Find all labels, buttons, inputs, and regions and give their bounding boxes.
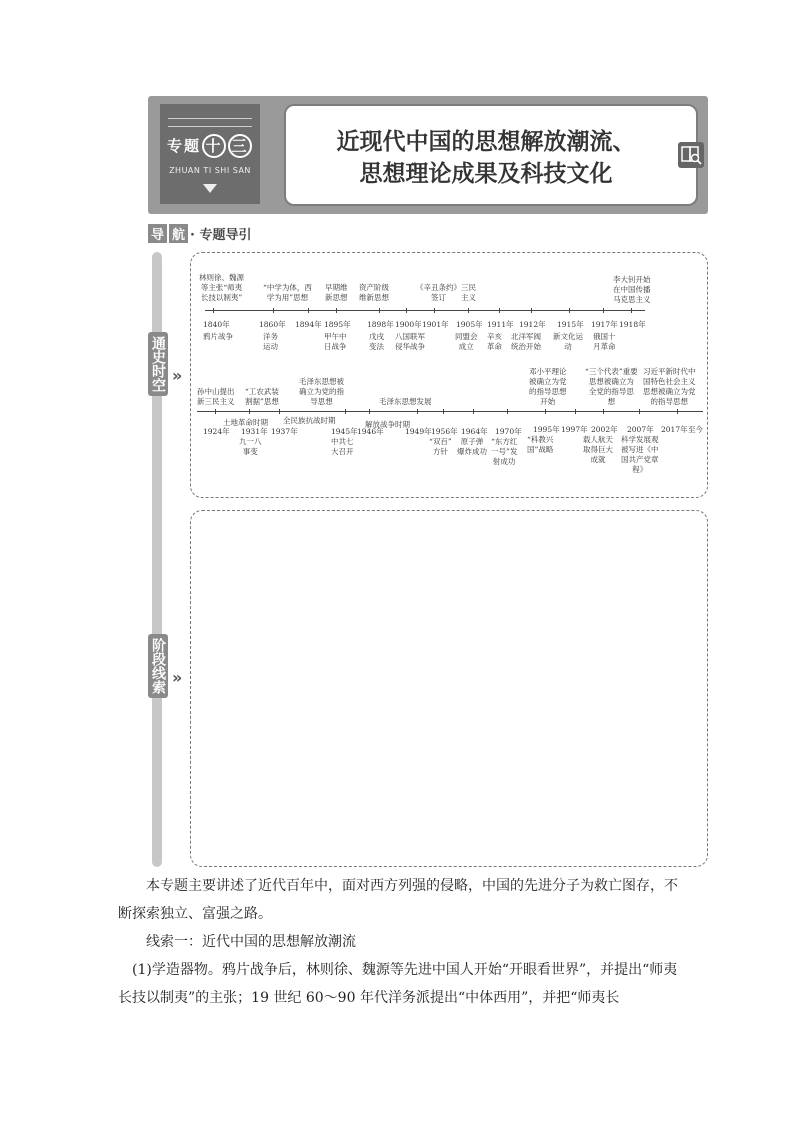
timeline-event: 三民 主义 bbox=[461, 283, 476, 302]
timeline-year: 1949年 bbox=[405, 427, 432, 436]
timeline-tick bbox=[369, 409, 370, 414]
timeline-event: 习近平新时代中 国特色社会主义 思想被确立为党 的指导思想 bbox=[643, 367, 696, 406]
timeline-event: 早期维 新思想 bbox=[325, 283, 348, 302]
timeline-year: 1840年 bbox=[203, 320, 230, 329]
timeline-event: “东方红 一号”发 射成功 bbox=[491, 437, 518, 466]
timeline-event: 辛亥 革命 bbox=[487, 332, 502, 351]
timeline-year: 1905年 bbox=[456, 320, 483, 329]
guide-tag-hang: 航 bbox=[169, 224, 188, 243]
page-title bbox=[306, 126, 666, 190]
guide-label: · 专题导引 bbox=[190, 228, 252, 243]
badge-pinyin: ZHUAN TI SHI SAN bbox=[169, 166, 251, 175]
timeline-tick bbox=[468, 308, 469, 313]
timeline-event: 毛泽东思想被 确立为党的指 导思想 bbox=[299, 377, 344, 406]
timeline-event: 新文化运 动 bbox=[553, 332, 583, 351]
timeline-year: 1915年 bbox=[557, 320, 584, 329]
timeline-tick bbox=[215, 409, 216, 414]
timeline-event: 戊戌 变法 bbox=[369, 332, 384, 351]
triangle-down-icon bbox=[203, 184, 217, 193]
intro-paragraph: 本专题主要讲述了近代百年中，面对西方列强的侵略，中国的先进分子为救亡图存，不断探索独立、富强之路。 bbox=[118, 878, 678, 922]
timeline-event: “三个代表”重要 思想被确立为 全党的指导思 想 bbox=[585, 367, 638, 406]
badge-title bbox=[160, 134, 260, 158]
timeline-era: 全民族抗战时期 bbox=[283, 416, 336, 425]
chevron-right-icon: » bbox=[172, 366, 183, 385]
timeline-event: 资产阶级 维新思想 bbox=[359, 283, 389, 302]
timeline-year: 1901年 bbox=[422, 320, 449, 329]
timeline-year: 1946年 bbox=[357, 427, 384, 436]
timeline-event: 同盟会 成立 bbox=[455, 332, 478, 351]
timeline-year: 2007年 bbox=[627, 425, 654, 434]
timeline-year: 1894年 bbox=[295, 320, 322, 329]
timeline-year: 1924年 bbox=[203, 427, 230, 436]
timeline-year: 1912年 bbox=[519, 320, 546, 329]
timeline-event: 北洋军阀 统治开始 bbox=[511, 332, 541, 351]
timeline-year: 1956年 bbox=[431, 427, 458, 436]
timeline-year: 1945年 bbox=[331, 427, 358, 436]
timeline-year: 1995年 bbox=[533, 425, 560, 434]
title-box bbox=[284, 104, 698, 206]
timeline-event: 中共七 大召开 bbox=[331, 437, 354, 456]
timeline-year: 1964年 bbox=[461, 427, 488, 436]
badge-title-topic: 专题 bbox=[166, 137, 201, 155]
timeline-year: 1911年 bbox=[487, 320, 514, 329]
timeline-tick bbox=[336, 308, 337, 313]
topic-badge bbox=[160, 104, 260, 204]
timeline-tick bbox=[507, 409, 508, 414]
timeline-panel bbox=[190, 252, 708, 498]
timeline-event: 孙中山提出 新三民主义 bbox=[197, 387, 235, 406]
timeline-year: 1895年 bbox=[324, 320, 351, 329]
clue-heading: 线索一：近代中国的思想解放潮流 bbox=[146, 934, 356, 950]
chevron-right-icon: » bbox=[172, 668, 183, 687]
page-title-line1: 近现代中国的思想解放潮流、 bbox=[336, 129, 636, 155]
timeline-tick bbox=[249, 409, 250, 414]
timeline-tick bbox=[406, 308, 407, 313]
timeline-event: “中学为体，西 学为用”思想 bbox=[263, 283, 312, 302]
timeline-tick bbox=[443, 409, 444, 414]
timeline-event: 载人航天 取得巨大 成就 bbox=[583, 435, 613, 464]
timeline-event: “双百” 方针 bbox=[429, 437, 452, 456]
timeline-era: 土地革命时期 bbox=[223, 418, 268, 427]
timeline-event: 科学发展观 被写进《中 国共产党章 程》 bbox=[621, 435, 659, 474]
timeline-year: 1931年 bbox=[241, 427, 268, 436]
stage-side-label: 阶段线索 bbox=[148, 634, 168, 698]
timeline-year: 2002年 bbox=[591, 425, 618, 434]
timeline-year: 1860年 bbox=[259, 320, 286, 329]
timeline-event: 毛泽东思想发展 bbox=[379, 397, 432, 406]
timeline-tick bbox=[499, 308, 500, 313]
timeline-tick bbox=[417, 409, 418, 414]
badge-divider bbox=[168, 126, 252, 127]
timeline-year: 1970年 bbox=[495, 427, 522, 436]
timeline-tick bbox=[575, 409, 576, 414]
timeline-event: 李大钊开始 在中国传播 马克思主义 bbox=[613, 275, 651, 304]
timeline-year: 至今 bbox=[688, 425, 703, 434]
timeline-axis-top bbox=[205, 310, 645, 311]
timeline-tick bbox=[545, 409, 546, 414]
timeline-event: 邓小平理论 被确立为党 的指导思想 开始 bbox=[529, 367, 567, 406]
timeline-year: 1937年 bbox=[271, 427, 298, 436]
timeline-year: 1997年 bbox=[561, 425, 588, 434]
timeline-year: 1918年 bbox=[619, 320, 646, 329]
timeline-event: 林则徐、魏源 等主张“师夷 长技以制夷” bbox=[199, 273, 244, 302]
timeline-side-label: 通史时空 bbox=[148, 332, 168, 396]
timeline-event: 甲午中 日战争 bbox=[324, 332, 347, 351]
timeline-tick bbox=[473, 409, 474, 414]
timeline-era: 解放战争时期 bbox=[365, 420, 410, 429]
badge-title-ten: 十 bbox=[202, 134, 226, 158]
clue-paragraph: (1)学造器物。鸦片战争后，林则徐、魏源等先进中国人开始“开眼看世界”，并提出“师夷长技以制夷”的主张；19 世纪 60～90 年代洋务派提出“中体西用”，并把“师夷长 bbox=[118, 962, 678, 1006]
timeline-tick bbox=[273, 308, 274, 313]
book-search-icon bbox=[678, 142, 704, 168]
timeline-event: “科教兴 国”战略 bbox=[527, 435, 554, 454]
badge-title-three: 三 bbox=[228, 134, 252, 158]
timeline-event: 洋务 运动 bbox=[263, 332, 278, 351]
timeline-tick bbox=[308, 308, 309, 313]
timeline-event: 《辛丑条约》 签订 bbox=[416, 283, 461, 302]
badge-divider bbox=[168, 118, 252, 119]
timeline-tick bbox=[631, 308, 632, 313]
stage-clue-panel bbox=[190, 510, 708, 867]
timeline-tick bbox=[434, 308, 435, 313]
timeline-tick bbox=[603, 308, 604, 313]
timeline-tick bbox=[279, 409, 280, 414]
timeline-tick bbox=[379, 308, 380, 313]
timeline-tick bbox=[677, 409, 678, 414]
timeline-year: 1900年 bbox=[395, 320, 422, 329]
timeline-event: 俄国十 月革命 bbox=[593, 332, 616, 351]
guide-header bbox=[148, 224, 252, 244]
timeline-tick bbox=[569, 308, 570, 313]
timeline-event: 九一八 事变 bbox=[239, 437, 262, 456]
timeline-year: 1917年 bbox=[591, 320, 618, 329]
timeline-axis-bottom bbox=[197, 411, 703, 412]
timeline-year: 2017年 bbox=[661, 425, 688, 434]
timeline-tick bbox=[603, 409, 604, 414]
timeline-year: 1898年 bbox=[367, 320, 394, 329]
page-title-line2: 思想理论成果及科技文化 bbox=[359, 161, 613, 187]
timeline-event: 鸦片战争 bbox=[203, 332, 233, 341]
timeline-event: 原子弹 爆炸成功 bbox=[457, 437, 487, 456]
timeline-tick bbox=[639, 409, 640, 414]
guide-tag-dao: 导 bbox=[148, 224, 167, 243]
timeline-tick bbox=[345, 409, 346, 414]
timeline-event: 八国联军 侵华战争 bbox=[395, 332, 425, 351]
timeline-tick bbox=[213, 308, 214, 313]
timeline-event: “工农武装 割据”思想 bbox=[245, 387, 279, 406]
timeline-tick bbox=[531, 308, 532, 313]
